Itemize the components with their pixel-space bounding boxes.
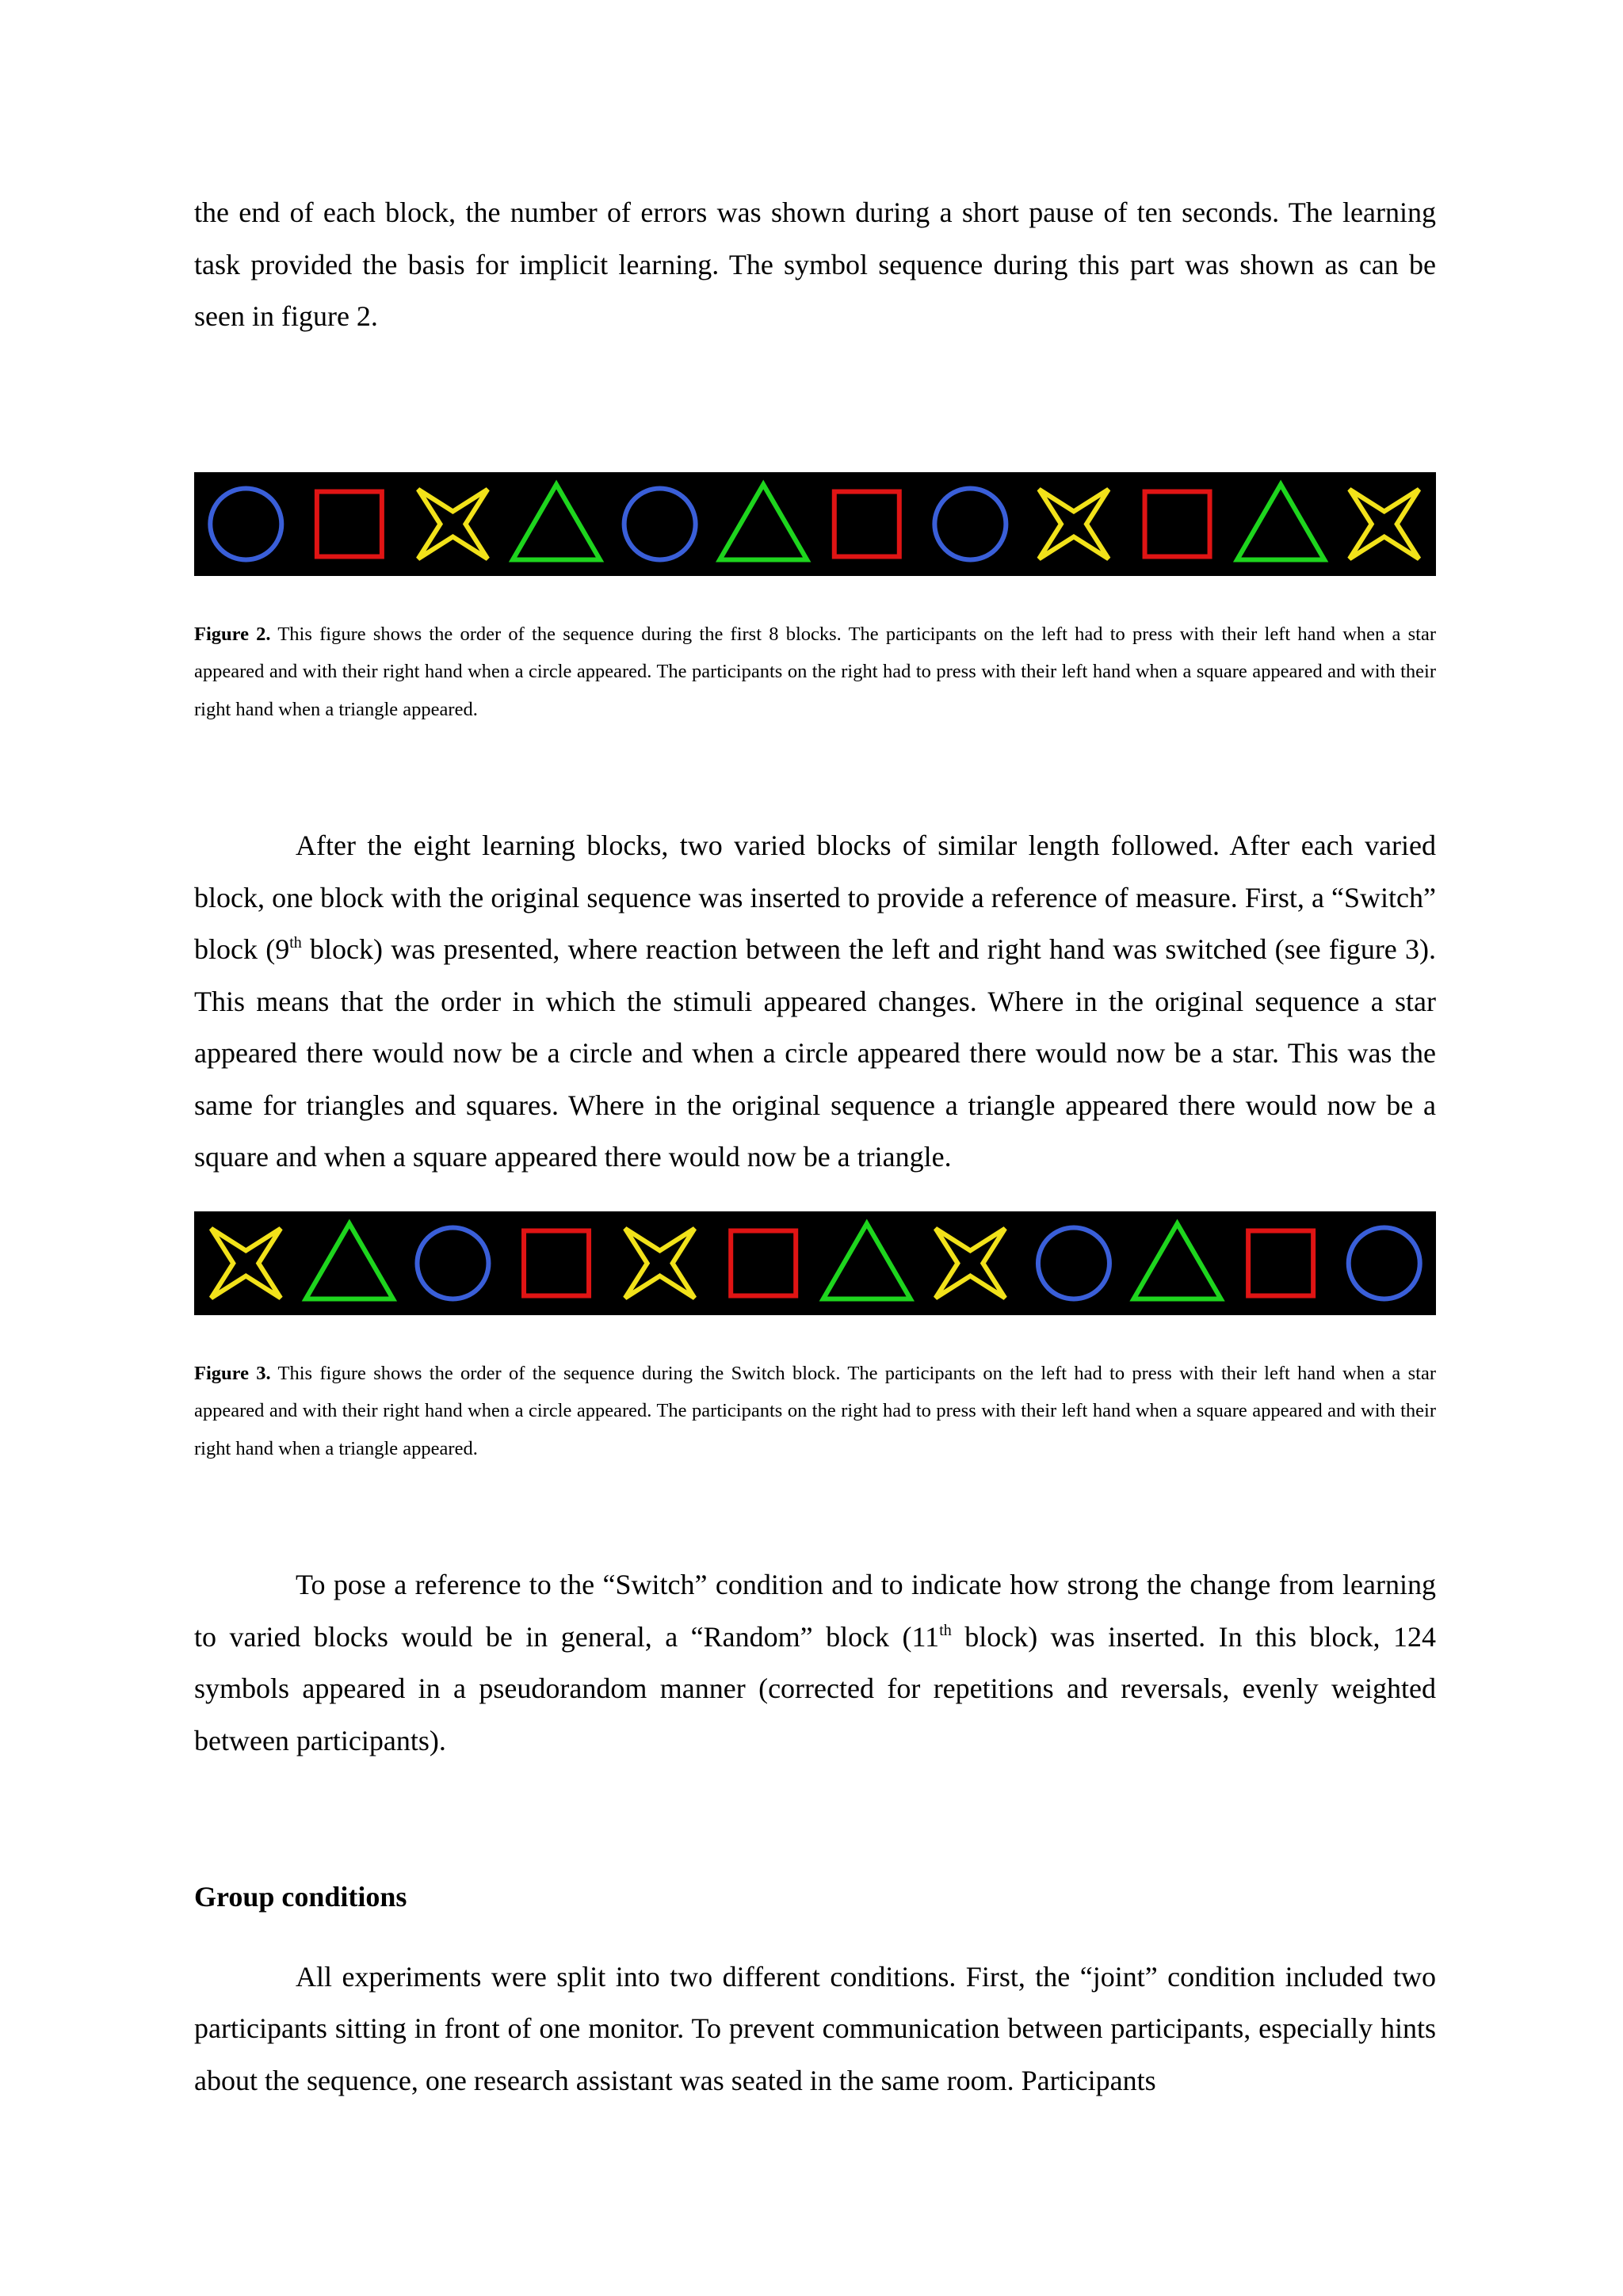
figure-2-circle-symbol-1	[210, 488, 281, 559]
section-heading-group-conditions: Group conditions	[194, 1881, 407, 1913]
figure-2-sequence-image	[194, 472, 1436, 576]
figure-2-caption	[194, 616, 1436, 729]
figure-2-caption-text: This figure shows the order of the sequence during the first 8 blocks. The participants on the left had to press with their left hand when a star appeared and with their right hand when a circle appeared. The participants on the right had to press with their left hand when a square appeared and with their right hand when a triangle appeared.	[194, 623, 1436, 720]
figure-2-triangle-symbol-11	[1237, 484, 1324, 559]
figure-3-circle-symbol-9	[1038, 1227, 1109, 1299]
intro-paragraph: the end of each block, the number of errors was shown during a short pause of ten seconds. The learning task provided the basis for implicit learning. The symbol sequence during this part was shown as can be seen in figure 2.	[194, 196, 1436, 332]
figure-3-square-symbol-4	[524, 1230, 589, 1295]
figure-3-star-symbol-5	[625, 1228, 695, 1298]
figure-3-caption	[194, 1355, 1436, 1468]
figure-3-triangle-symbol-2	[306, 1223, 393, 1299]
random-paragraph-ordinal: th	[939, 1621, 952, 1639]
figure-3-circle-symbol-12	[1349, 1227, 1420, 1299]
random-paragraph	[194, 1559, 1436, 1767]
switch-paragraph-ordinal: th	[289, 934, 302, 952]
figure-2-circle-symbol-5	[624, 488, 696, 559]
figure-3-star-symbol-1	[211, 1228, 281, 1298]
figure-3-triangle-symbol-10	[1134, 1223, 1221, 1299]
switch-paragraph	[194, 820, 1436, 1184]
figure-3-star-symbol-8	[936, 1228, 1006, 1298]
figure-2-label: Figure 2.	[194, 623, 271, 645]
figure-3-sequence-image	[194, 1211, 1436, 1315]
figure-2-square-symbol-7	[834, 491, 899, 556]
figure-2-star-symbol-12	[1350, 489, 1419, 559]
switch-paragraph-text-2: block) was presented, where reaction between the left and right hand was switched (see figure 3). This means that the order in which the stimuli appeared changes. Where in the original sequence a star appeared there would now be a circle and when a circle appeared there would now be a star. This was the same for triangles and squares. Where in the original sequence a triangle appeared there would now be a square and when a square appeared there would now be a triangle.	[194, 933, 1437, 1173]
random-paragraph-text-1: To pose a reference to the “Switch” condition and to indicate how strong the change from learning to varied blocks would be in general, a “Random” block (11	[194, 1569, 1436, 1653]
figure-3-caption-text: This figure shows the order of the sequence during the Switch block. The participants on the left had to press with their left hand when a star appeared and with their right hand when a circle appeared. The participants on the right had to press with their left hand when a square appeared and with their right hand when a triangle appeared.	[194, 1362, 1436, 1459]
figure-2-star-symbol-3	[418, 489, 488, 559]
figure-3-square-symbol-11	[1248, 1230, 1313, 1295]
figure-2-star-symbol-9	[1039, 489, 1109, 559]
figure-3-circle-symbol-3	[417, 1227, 488, 1299]
figure-3-square-symbol-6	[731, 1230, 796, 1295]
figure-2-square-symbol-10	[1145, 491, 1210, 556]
group-conditions-paragraph: All experiments were split into two different conditions. First, the “joint” condition included two participants sitting in front of one monitor. To prevent communication between participants, especially hints about the sequence, one research assistant was seated in the same room. Participants	[194, 1960, 1436, 2096]
figure-3-triangle-symbol-7	[823, 1223, 911, 1299]
figure-2-triangle-symbol-6	[720, 484, 807, 559]
document-page	[194, 187, 1436, 2107]
figure-2-triangle-symbol-4	[513, 484, 600, 559]
figure-3-label: Figure 3.	[194, 1362, 271, 1384]
figure-2-circle-symbol-8	[934, 488, 1006, 559]
switch-paragraph-text-1: After the eight learning blocks, two varied blocks of similar length followed. After each varied block, one block with the original sequence was inserted to provide a reference of measure. First, a “Switch” block (9	[194, 830, 1436, 965]
random-paragraph-text-2: block) was inserted. In this block, 124 symbols appeared in a pseudorandom manner (corrected for repetitions and reversals, evenly weighted between participants).	[194, 1620, 1436, 1756]
figure-2-square-symbol-2	[317, 491, 382, 556]
